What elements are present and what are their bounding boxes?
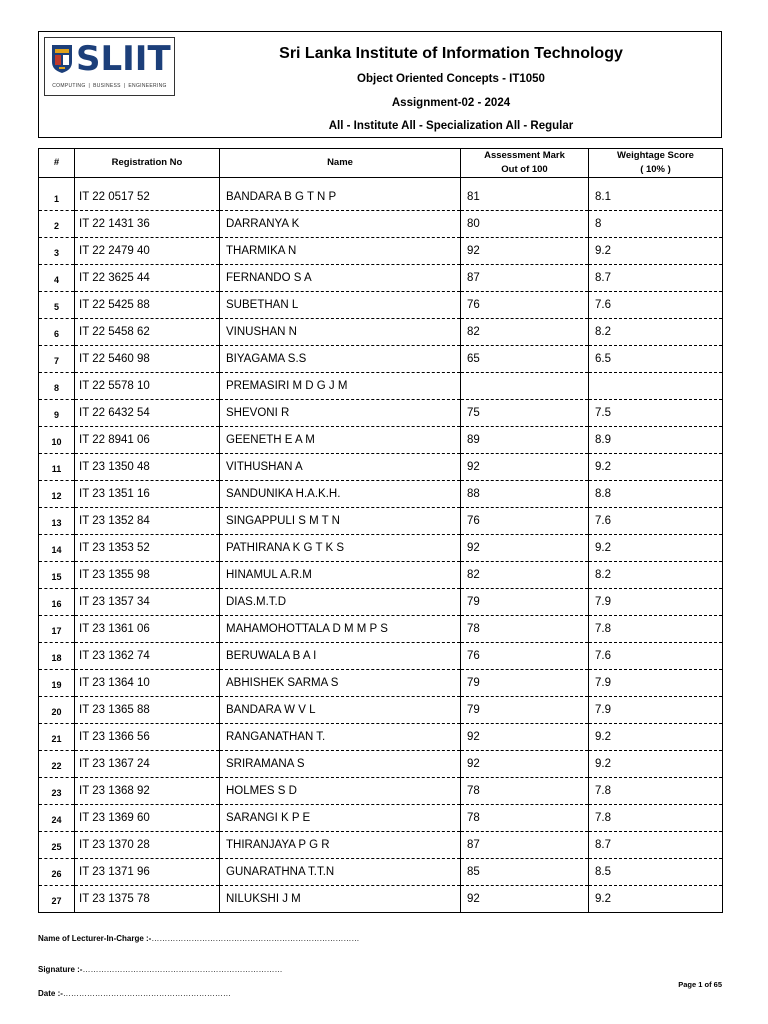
assessment-mark: 87 (461, 832, 589, 859)
student-name: PREMASIRI M D G J M (220, 373, 461, 400)
weightage-score: 7.6 (589, 292, 723, 319)
row-number: 13 (39, 508, 75, 535)
assessment-mark: 79 (461, 670, 589, 697)
assessment-mark: 87 (461, 265, 589, 292)
registration-no: IT 23 1361 06 (75, 616, 220, 643)
registration-no: IT 23 1362 74 (75, 643, 220, 670)
weightage-score: 7.9 (589, 670, 723, 697)
row-number: 18 (39, 643, 75, 670)
assessment-mark: 82 (461, 319, 589, 346)
registration-no: IT 23 1371 96 (75, 859, 220, 886)
signature-line: Signature :-………………………………………………………………… (38, 965, 283, 974)
assessment-mark: 76 (461, 643, 589, 670)
table-row (39, 265, 723, 292)
assessment-mark: 76 (461, 508, 589, 535)
assignment-title: Assignment-02 - 2024 (391, 97, 511, 109)
student-name: RANGANATHAN T. (220, 724, 461, 751)
row-number: 12 (39, 481, 75, 508)
assessment-mark: 80 (461, 211, 589, 238)
sliit-logo (44, 37, 175, 96)
table-row (39, 184, 723, 211)
assessment-mark: 92 (461, 535, 589, 562)
registration-no: IT 23 1357 34 (75, 589, 220, 616)
weightage-score: 9.2 (589, 724, 723, 751)
filter-title: All - Institute All - Specialization All - Regular (328, 120, 574, 132)
row-number: 11 (39, 454, 75, 481)
weightage-score: 7.6 (589, 508, 723, 535)
row-number: 16 (39, 589, 75, 616)
weightage-score: 9.2 (589, 238, 723, 265)
table-row (39, 670, 723, 697)
registration-no: IT 22 8941 06 (75, 427, 220, 454)
student-name: THIRANJAYA P G R (220, 832, 461, 859)
registration-no: IT 23 1375 78 (75, 886, 220, 913)
student-name: SANDUNIKA H.A.K.H. (220, 481, 461, 508)
student-name: DIAS.M.T.D (220, 589, 461, 616)
row-number: 9 (39, 400, 75, 427)
registration-no: IT 23 1364 10 (75, 670, 220, 697)
registration-no: IT 23 1353 52 (75, 535, 220, 562)
student-name: MAHAMOHOTTALA D M M P S (220, 616, 461, 643)
student-name: FERNANDO S A (220, 265, 461, 292)
col-mark-header: Assessment Mark Out of 100 (461, 149, 589, 178)
assessment-mark: 92 (461, 751, 589, 778)
registration-no: IT 23 1369 60 (75, 805, 220, 832)
col-reg-header: Registration No (75, 149, 220, 178)
lecturer-line: Name of Lecturer-In-Charge :-…………………………………………………………………… (38, 934, 360, 943)
table-row (39, 859, 723, 886)
student-name: THARMIKA N (220, 238, 461, 265)
weightage-score: 7.9 (589, 589, 723, 616)
row-number: 5 (39, 292, 75, 319)
col-num-header: # (39, 149, 75, 178)
row-number: 10 (39, 427, 75, 454)
weightage-score: 8.1 (589, 184, 723, 211)
report-header (38, 31, 722, 138)
registration-no: IT 22 6432 54 (75, 400, 220, 427)
row-number: 3 (39, 238, 75, 265)
student-name: SUBETHAN L (220, 292, 461, 319)
row-number: 25 (39, 832, 75, 859)
assessment-mark: 79 (461, 697, 589, 724)
registration-no: IT 23 1350 48 (75, 454, 220, 481)
assessment-mark (461, 373, 589, 400)
student-name: ABHISHEK SARMA S (220, 670, 461, 697)
weightage-score: 8 (589, 211, 723, 238)
registration-no: IT 23 1352 84 (75, 508, 220, 535)
table-row (39, 319, 723, 346)
row-number: 7 (39, 346, 75, 373)
crest-icon (51, 44, 73, 74)
assessment-mark: 78 (461, 616, 589, 643)
registration-no: IT 22 2479 40 (75, 238, 220, 265)
row-number: 27 (39, 886, 75, 913)
student-name: SRIRAMANA S (220, 751, 461, 778)
row-number: 19 (39, 670, 75, 697)
registration-no: IT 22 5460 98 (75, 346, 220, 373)
student-name: VITHUSHAN A (220, 454, 461, 481)
row-number: 2 (39, 211, 75, 238)
assessment-mark: 92 (461, 886, 589, 913)
student-name: SHEVONI R (220, 400, 461, 427)
row-number: 14 (39, 535, 75, 562)
page-number: Page 1 of 65 (678, 980, 722, 989)
col-score-header: Weightage Score ( 10% ) (589, 149, 723, 178)
assessment-mark: 81 (461, 184, 589, 211)
table-header-row (39, 149, 723, 178)
table-row (39, 427, 723, 454)
row-number: 24 (39, 805, 75, 832)
registration-no: IT 22 5578 10 (75, 373, 220, 400)
table-row (39, 751, 723, 778)
weightage-score: 8.2 (589, 319, 723, 346)
table-row (39, 292, 723, 319)
registration-no: IT 23 1367 24 (75, 751, 220, 778)
weightage-score: 7.8 (589, 616, 723, 643)
assessment-mark: 82 (461, 562, 589, 589)
row-number: 20 (39, 697, 75, 724)
registration-no: IT 22 5425 88 (75, 292, 220, 319)
table-row (39, 346, 723, 373)
table-row (39, 697, 723, 724)
assessment-mark: 92 (461, 724, 589, 751)
col-name-header: Name (220, 149, 461, 178)
row-number: 21 (39, 724, 75, 751)
table-row (39, 589, 723, 616)
assessment-mark: 89 (461, 427, 589, 454)
weightage-score: 8.9 (589, 427, 723, 454)
student-name: BERUWALA B A I (220, 643, 461, 670)
row-number: 6 (39, 319, 75, 346)
table-row (39, 805, 723, 832)
weightage-score: 9.2 (589, 454, 723, 481)
weightage-score: 9.2 (589, 886, 723, 913)
registration-no: IT 22 1431 36 (75, 211, 220, 238)
table-row (39, 724, 723, 751)
assessment-mark: 65 (461, 346, 589, 373)
student-name: BIYAGAMA S.S (220, 346, 461, 373)
assessment-mark: 88 (461, 481, 589, 508)
student-name: SINGAPPULI S M T N (220, 508, 461, 535)
logo-wordmark: SLIIT (76, 39, 171, 79)
table-row (39, 562, 723, 589)
student-name: NILUKSHI J M (220, 886, 461, 913)
student-name: GEENETH E A M (220, 427, 461, 454)
weightage-score: 9.2 (589, 535, 723, 562)
row-number: 17 (39, 616, 75, 643)
assessment-mark: 79 (461, 589, 589, 616)
weightage-score: 7.9 (589, 697, 723, 724)
row-number: 4 (39, 265, 75, 292)
table-row (39, 778, 723, 805)
assessment-mark: 78 (461, 778, 589, 805)
registration-no: IT 22 0517 52 (75, 184, 220, 211)
registration-no: IT 23 1368 92 (75, 778, 220, 805)
weightage-score: 8.5 (589, 859, 723, 886)
student-name: GUNARATHNA T.T.N (220, 859, 461, 886)
table-row (39, 886, 723, 913)
course-title: Object Oriented Concepts - IT1050 (357, 73, 545, 85)
row-number: 26 (39, 859, 75, 886)
registration-no: IT 23 1370 28 (75, 832, 220, 859)
student-name: HOLMES S D (220, 778, 461, 805)
row-number: 22 (39, 751, 75, 778)
date-line: Date :-……………………………………………………… (38, 989, 231, 998)
weightage-score: 8.2 (589, 562, 723, 589)
table-row (39, 616, 723, 643)
registration-no: IT 23 1365 88 (75, 697, 220, 724)
row-number: 1 (39, 184, 75, 211)
table-row (39, 643, 723, 670)
registration-no: IT 22 3625 44 (75, 265, 220, 292)
table-row (39, 454, 723, 481)
weightage-score (589, 373, 723, 400)
table-row (39, 238, 723, 265)
weightage-score: 8.7 (589, 832, 723, 859)
registration-no: IT 23 1355 98 (75, 562, 220, 589)
row-number: 15 (39, 562, 75, 589)
row-number: 23 (39, 778, 75, 805)
registration-no: IT 23 1351 16 (75, 481, 220, 508)
institute-title: Sri Lanka Institute of Information Technology (279, 45, 623, 62)
marks-table (38, 148, 723, 913)
student-name: SARANGI K P E (220, 805, 461, 832)
weightage-score: 7.5 (589, 400, 723, 427)
assessment-mark: 78 (461, 805, 589, 832)
weightage-score: 6.5 (589, 346, 723, 373)
table-row (39, 211, 723, 238)
table-row (39, 400, 723, 427)
student-name: PATHIRANA K G T K S (220, 535, 461, 562)
row-number: 8 (39, 373, 75, 400)
student-name: DARRANYA K (220, 211, 461, 238)
student-name: BANDARA W V L (220, 697, 461, 724)
table-row (39, 481, 723, 508)
assessment-mark: 92 (461, 238, 589, 265)
student-name: HINAMUL A.R.M (220, 562, 461, 589)
weightage-score: 8.8 (589, 481, 723, 508)
table-row (39, 535, 723, 562)
assessment-mark: 85 (461, 859, 589, 886)
assessment-mark: 92 (461, 454, 589, 481)
table-row (39, 508, 723, 535)
weightage-score: 7.6 (589, 643, 723, 670)
table-row (39, 373, 723, 400)
weightage-score: 9.2 (589, 751, 723, 778)
registration-no: IT 22 5458 62 (75, 319, 220, 346)
student-name: VINUSHAN N (220, 319, 461, 346)
weightage-score: 7.8 (589, 778, 723, 805)
weightage-score: 7.8 (589, 805, 723, 832)
weightage-score: 8.7 (589, 265, 723, 292)
student-name: BANDARA B G T N P (220, 184, 461, 211)
logo-tagline: COMPUTING | BUSINESS | ENGINEERING (52, 83, 167, 89)
assessment-mark: 76 (461, 292, 589, 319)
registration-no: IT 23 1366 56 (75, 724, 220, 751)
table-row (39, 832, 723, 859)
assessment-mark: 75 (461, 400, 589, 427)
